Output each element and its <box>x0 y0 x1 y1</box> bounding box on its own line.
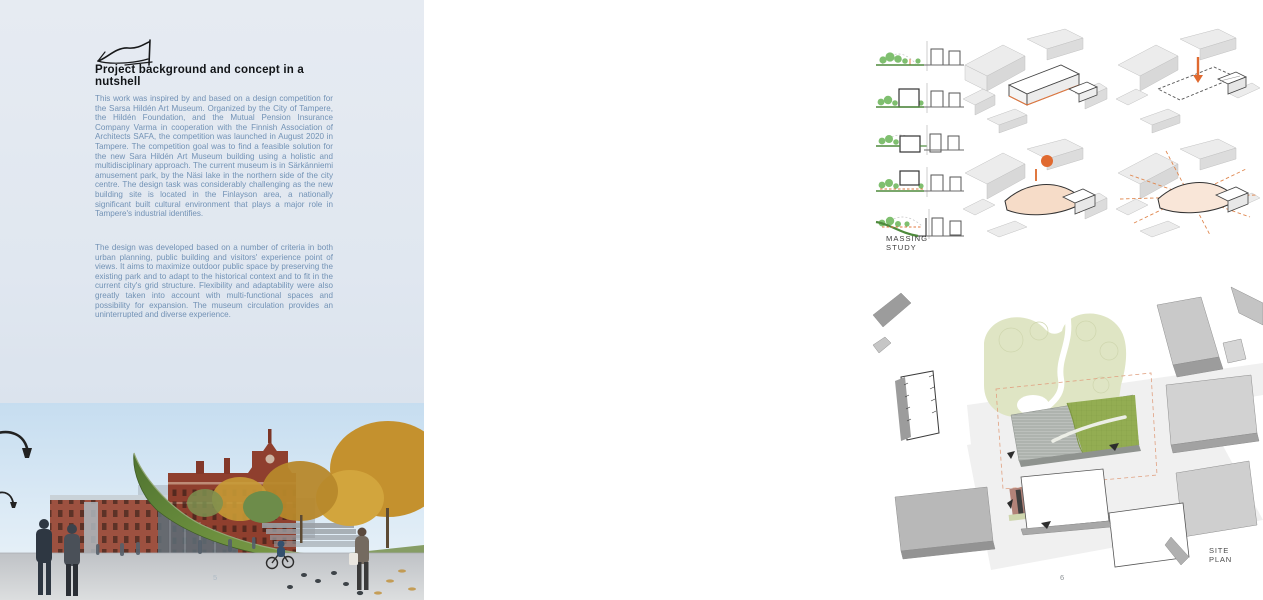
massing-section-diagrams <box>874 38 966 248</box>
massing-section-1 <box>874 38 966 74</box>
background-paragraph: This work was inspired by and based on a design competition for the Sarsa Hildén Art Museum. Organized by the City of Tampere, the Hildén Foundation, and the Mutual Pension Insurance Company Varma in cooperation with the Finnish Association of Architects SAFA, the competition was launched in August 2020 in Tampere. The competition goal was to find a feasible solution for the new Sara Hildén Art Museum building using a holistic and multidisciplinary approach. The current museum is in Särkänniemi amusement park, by the Näsi lake in the northern side of the city centre. The design task was considerably challenging as the new building site is located in the Finlayson area, a nationally significant built cultural environment that plays a major role in Tampere's industrial identifies. <box>95 94 333 219</box>
massing-section-2 <box>874 80 966 116</box>
page-number-right: 6 <box>1060 573 1065 582</box>
sun-marker <box>1041 155 1053 167</box>
right-page <box>424 0 1233 600</box>
site-plan-label: SITE PLAN <box>1209 546 1233 564</box>
massing-axon-volume <box>957 27 1107 137</box>
massing-section-4 <box>874 164 966 200</box>
massing-section-3 <box>874 122 966 158</box>
page-title: Project background and concept in a nutshell <box>95 64 304 88</box>
massing-axon-site <box>1110 27 1260 137</box>
church-building <box>895 371 939 441</box>
concept-paragraph: The design was developed based on a number of criteria in both urban planning, public building and visitors' experience point of views. It aims to maximize outdoor public space by preserving the existing park and to adapt to the historical context and to fit in the current city's grid structure. Flexibility and adaptability were also greatly taken into account with multi-functional spaces and possibility for expansion. The museum circulation provides an uninterrupted and diverse experience. <box>95 243 333 320</box>
drop-arrow <box>1193 57 1203 83</box>
massing-study-label: MASSING STUDY <box>886 234 929 252</box>
site-plan-drawing <box>871 285 1263 580</box>
museum-rendering-image <box>0 403 424 600</box>
massing-axon-curve <box>957 139 1107 249</box>
left-page <box>0 0 424 600</box>
page-number-left: 5 <box>213 573 218 582</box>
massing-axon-axes <box>1110 139 1260 249</box>
